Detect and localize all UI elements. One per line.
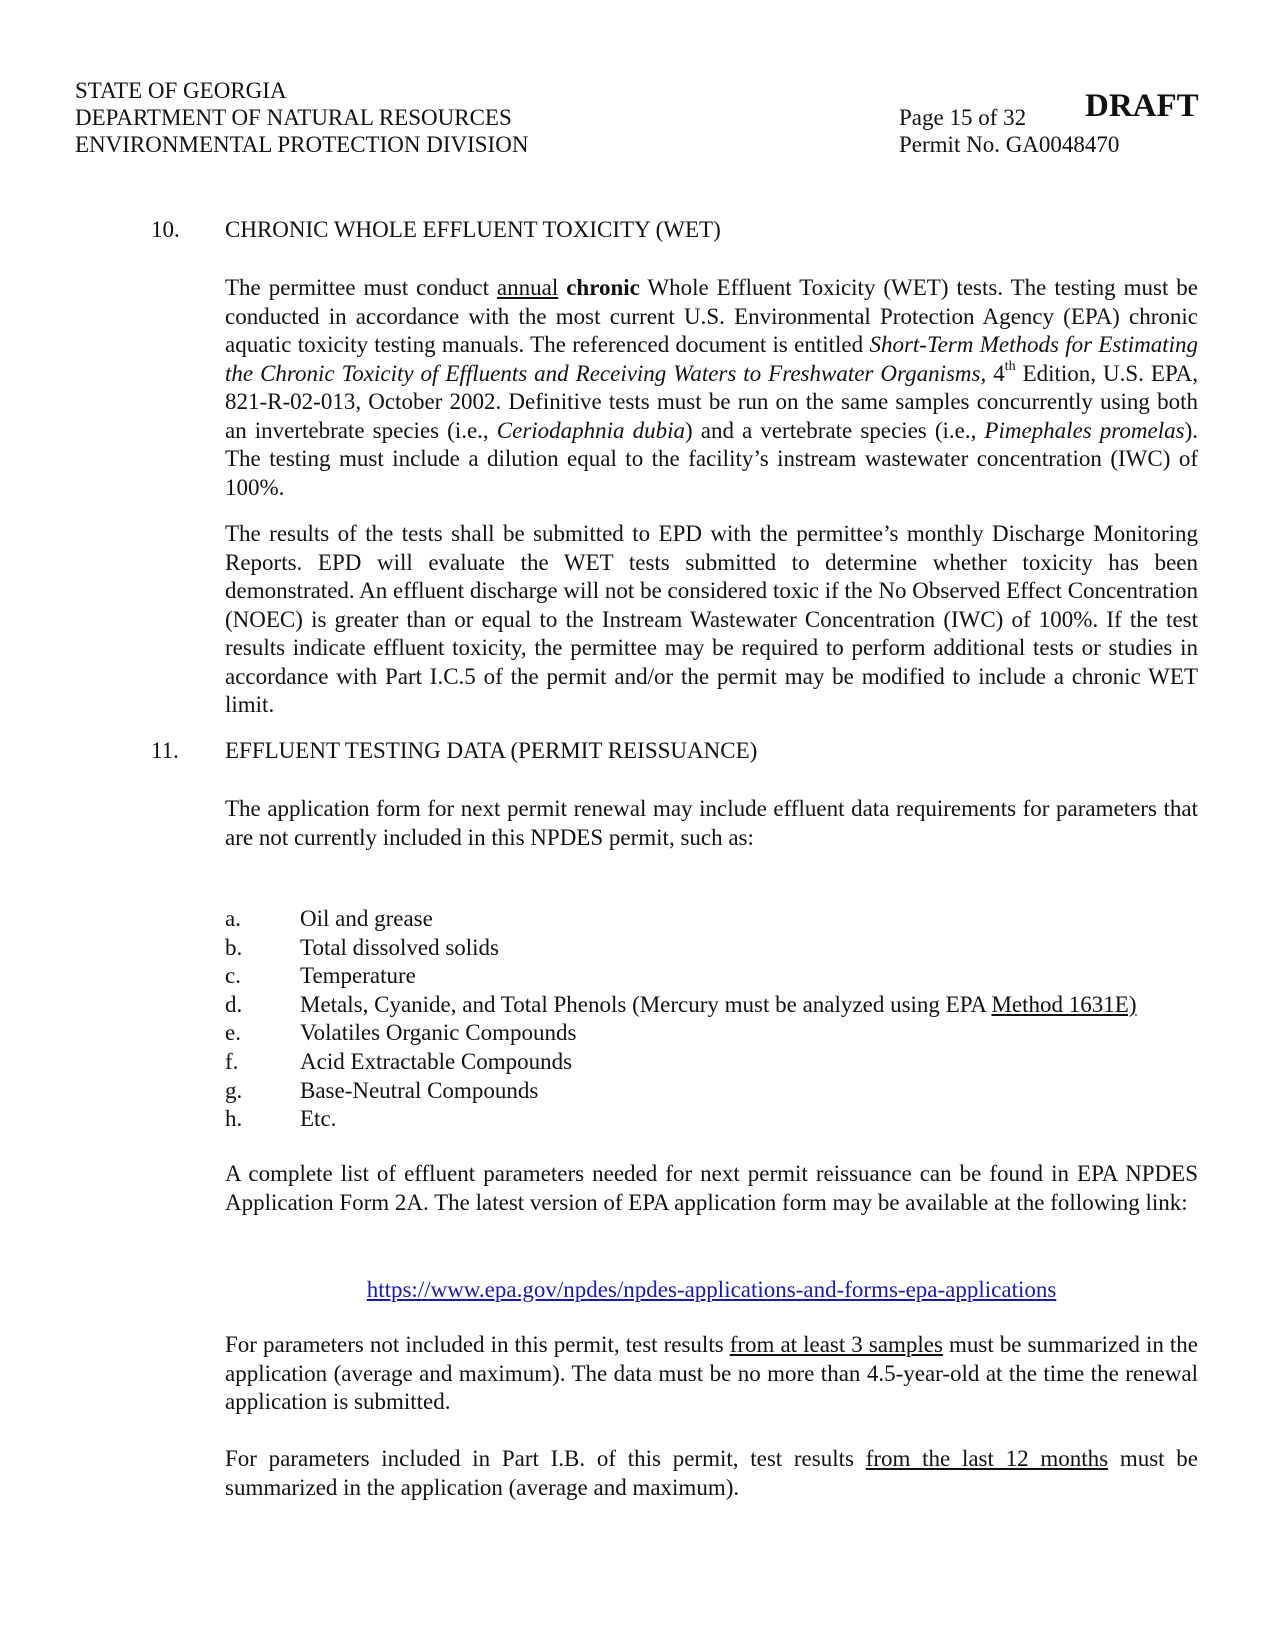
underlined-phrase: from at least 3 samples [729, 1332, 943, 1357]
list-item [225, 1077, 1205, 1106]
draft-stamp: DRAFT [1085, 88, 1199, 124]
permit-number: Permit No. GA0048470 [899, 132, 1120, 157]
list-letter: b. [225, 934, 243, 960]
included-paragraph [225, 1445, 1198, 1502]
page-number: Page 15 of 32 [899, 105, 1027, 130]
link-container [0, 1276, 1275, 1305]
section-title: EFFLUENT TESTING DATA (PERMIT REISSUANCE) [225, 738, 758, 763]
text-run: 4 [986, 360, 1005, 386]
superscript: th [1004, 358, 1016, 374]
list-text: Etc. [300, 1106, 337, 1132]
list-letter: h. [225, 1106, 243, 1132]
epa-applications-link[interactable]: https://www.epa.gov/npdes/npdes-applications-and-forms-epa-applications [366, 1277, 1057, 1302]
text-run: must be summarized in the application (average and maximum). [225, 1446, 1198, 1500]
text-run: Whole Effluent Toxicity (WET) tests. The testing must be conducted in accordance with the most current U.S. Environmental Protection Agency (EPA) chronic aquatic toxicity testing manuals. The referenced document is entitled [225, 275, 1198, 357]
wet-results-paragraph: The results of the tests shall be submitted to EPD with the permittee’s monthly Discharge Monitoring Reports. EPD will evaluate the WET tests submitted to determine whether toxicity has been demonstrated. An effluent discharge will not be considered toxic if the No Observed Effect Concentration (NOEC) is greater than or equal to the Instream Wastewater Concentration (IWC) of 100%. If the test results indicate effluent toxicity, the permittee may be required to perform additional tests or studies in accordance with Part I.C.5 of the permit and/or the permit may be modified to include a chronic WET limit. [225, 521, 1198, 717]
text-run: Metals, Cyanide, and Total Phenols (Mercury must be analyzed using EPA [300, 991, 992, 1017]
renewal-intro-paragraph: The application form for next permit renewal may include effluent data requirements for parameters that are not currently included in this NPDES permit, such as: [225, 796, 1198, 850]
header-state: STATE OF GEORGIA [75, 78, 287, 103]
text-run: ) and a vertebrate species (i.e., [685, 417, 985, 443]
text-run: ). The testing must include a dilution equal to the facility’s instream wastewater concentration (IWC) of 100%. [225, 417, 1198, 500]
document-title: Short-Term Methods for Estimating the Chronic Toxicity of Effluents and Receiving Waters to Freshwater Organisms, [225, 332, 1199, 386]
wet-testing-paragraph [225, 274, 1198, 502]
application-form-paragraph: A complete list of effluent parameters needed for next permit reissuance can be found in EPA NPDES Application Form 2A. The latest version of EPA application form may be available at the following link: [225, 1161, 1198, 1215]
list-item [225, 962, 1205, 991]
header-department: DEPARTMENT OF NATURAL RESOURCES [75, 105, 512, 130]
section-number: 10. [151, 217, 180, 242]
method-reference: Method 1631E) [991, 991, 1137, 1017]
text-run: Edition, U.S. EPA, 821-R-02-013, October 2002. Definitive tests must be run on the same samples concurrently using both an invertebrate species (i.e., [225, 360, 1198, 443]
text-run: must be summarized in the application (average and maximum). The data must be no more than 4.5-year-old at the time the renewal application is submitted. [225, 1332, 1198, 1414]
text-run: For parameters not included in this permit, test results [225, 1332, 730, 1357]
list-letter: e. [225, 1020, 241, 1046]
header-division: ENVIRONMENTAL PROTECTION DIVISION [75, 132, 529, 157]
list-text: Total dissolved solids [300, 934, 500, 960]
list-text: Volatiles Organic Compounds [300, 1020, 577, 1046]
list-item [225, 1048, 1205, 1077]
species-name: Pimephales promelas [984, 417, 1185, 443]
parameter-list [225, 905, 1205, 1134]
list-text: Acid Extractable Compounds [300, 1048, 573, 1074]
list-text: Oil and grease [300, 906, 433, 931]
list-text: Base-Neutral Compounds [300, 1077, 539, 1103]
species-name: Ceriodaphnia dubia [496, 417, 686, 443]
text-run: For parameters included in Part I.B. of this permit, test results [225, 1446, 866, 1471]
list-item [225, 1019, 1205, 1048]
list-text [300, 991, 1137, 1020]
list-letter: d. [225, 991, 243, 1017]
list-item [225, 991, 1205, 1020]
bold-chronic: chronic [566, 275, 640, 300]
list-letter: a. [225, 906, 241, 931]
list-item [225, 905, 1205, 934]
text-run: The permittee must conduct [225, 275, 497, 300]
list-letter: f. [225, 1048, 239, 1074]
section-title: CHRONIC WHOLE EFFLUENT TOXICITY (WET) [225, 217, 721, 242]
text-run [558, 275, 566, 300]
section-number: 11. [151, 738, 179, 763]
agency-header [75, 77, 528, 158]
underlined-phrase: from the last 12 months [865, 1446, 1109, 1471]
list-letter: g. [225, 1077, 243, 1103]
list-item [225, 1105, 1205, 1134]
list-item [225, 934, 1205, 963]
not-included-paragraph [225, 1331, 1198, 1417]
list-letter: c. [225, 963, 241, 989]
underlined-annual: annual [496, 275, 559, 300]
list-text: Temperature [300, 963, 416, 989]
